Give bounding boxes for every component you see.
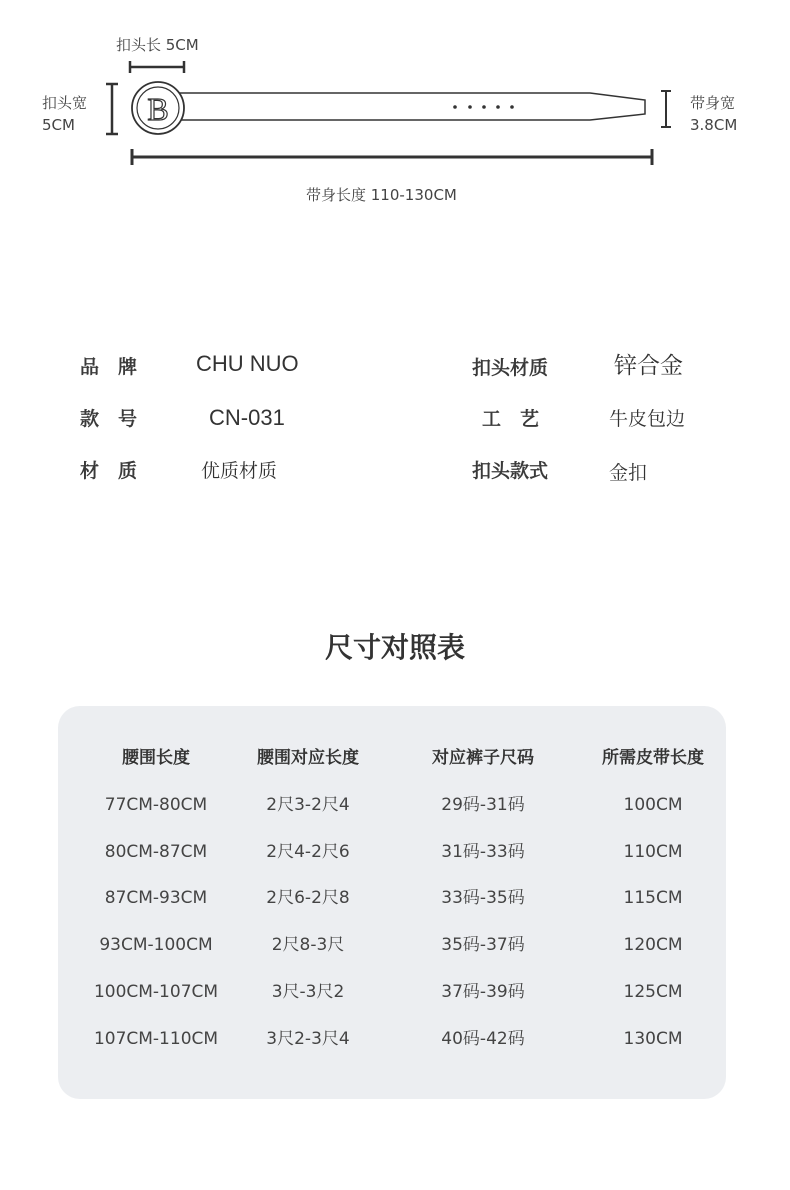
belt-buckle-icon (132, 82, 184, 134)
table-cell: 115CM (623, 888, 683, 908)
table-cell: 2尺8-3尺 (271, 935, 345, 955)
size-chart-title: 尺寸对照表 (324, 631, 465, 664)
table-cell: 77CM-80CM (104, 795, 208, 815)
model-key: 款 号 (80, 408, 138, 430)
table-cell: 80CM-87CM (104, 842, 208, 862)
table-cell: 125CM (623, 982, 683, 1002)
size-header-waist-chinese: 腰围对应长度 (257, 748, 359, 768)
table-cell: 40码-42码 (441, 1029, 525, 1049)
table-cell: 100CM-107CM (93, 982, 219, 1002)
belt-holes (453, 105, 514, 109)
strap-width-value: 3.8CM (690, 116, 738, 134)
craft-key: 工 艺 (482, 408, 540, 430)
buckle-length-bracket (130, 61, 184, 73)
table-cell: 130CM (623, 1029, 683, 1049)
table-cell: 29码-31码 (441, 795, 525, 815)
table-cell: 31码-33码 (441, 842, 525, 862)
brand-value: CHU NUO (196, 351, 299, 376)
table-cell: 107CM-110CM (93, 1029, 219, 1049)
strap-length-label: 带身长度 110-130CM (306, 186, 457, 204)
table-cell: 3尺2-3尺4 (266, 1029, 350, 1049)
table-cell: 33码-35码 (441, 888, 525, 908)
strap-length-bracket (132, 149, 652, 165)
table-cell: 110CM (623, 842, 683, 862)
buckle-material-value: 锌合金 (614, 353, 683, 379)
table-cell: 37码-39码 (441, 982, 525, 1002)
material-value: 优质材质 (201, 460, 278, 482)
size-header-belt-length: 所需皮带长度 (602, 748, 704, 768)
table-cell: 100CM (623, 795, 683, 815)
table-cell: 93CM-100CM (99, 935, 213, 955)
buckle-width-bracket (106, 84, 118, 134)
buckle-letter: B (147, 91, 169, 127)
size-header-pants-size: 对应裤子尺码 (432, 748, 534, 768)
table-cell: 87CM-93CM (104, 888, 208, 908)
brand-key: 品 牌 (80, 356, 138, 378)
table-cell: 2尺4-2尺6 (266, 842, 350, 862)
table-cell: 35码-37码 (441, 935, 525, 955)
size-header-waist: 腰围长度 (122, 748, 190, 768)
craft-value: 牛皮包边 (609, 408, 686, 430)
size-chart-card (58, 706, 726, 1099)
belt-strap-outline (176, 93, 645, 120)
buckle-width-label: 扣头宽 (42, 94, 88, 112)
table-cell: 120CM (623, 935, 683, 955)
buckle-style-key: 扣头款式 (472, 460, 549, 482)
material-key: 材 质 (80, 460, 138, 482)
buckle-length-label: 扣头长 5CM (116, 36, 199, 54)
buckle-material-key: 扣头材质 (472, 357, 549, 379)
strap-width-bracket (661, 91, 671, 127)
table-cell: 2尺3-2尺4 (266, 795, 350, 815)
belt-dimension-diagram (0, 0, 790, 220)
buckle-width-value: 5CM (42, 116, 75, 134)
strap-width-label: 带身宽 (690, 94, 736, 112)
buckle-style-value: 金扣 (609, 462, 648, 484)
model-value: CN-031 (209, 405, 285, 430)
table-cell: 2尺6-2尺8 (266, 888, 350, 908)
table-cell: 3尺-3尺2 (271, 982, 345, 1002)
